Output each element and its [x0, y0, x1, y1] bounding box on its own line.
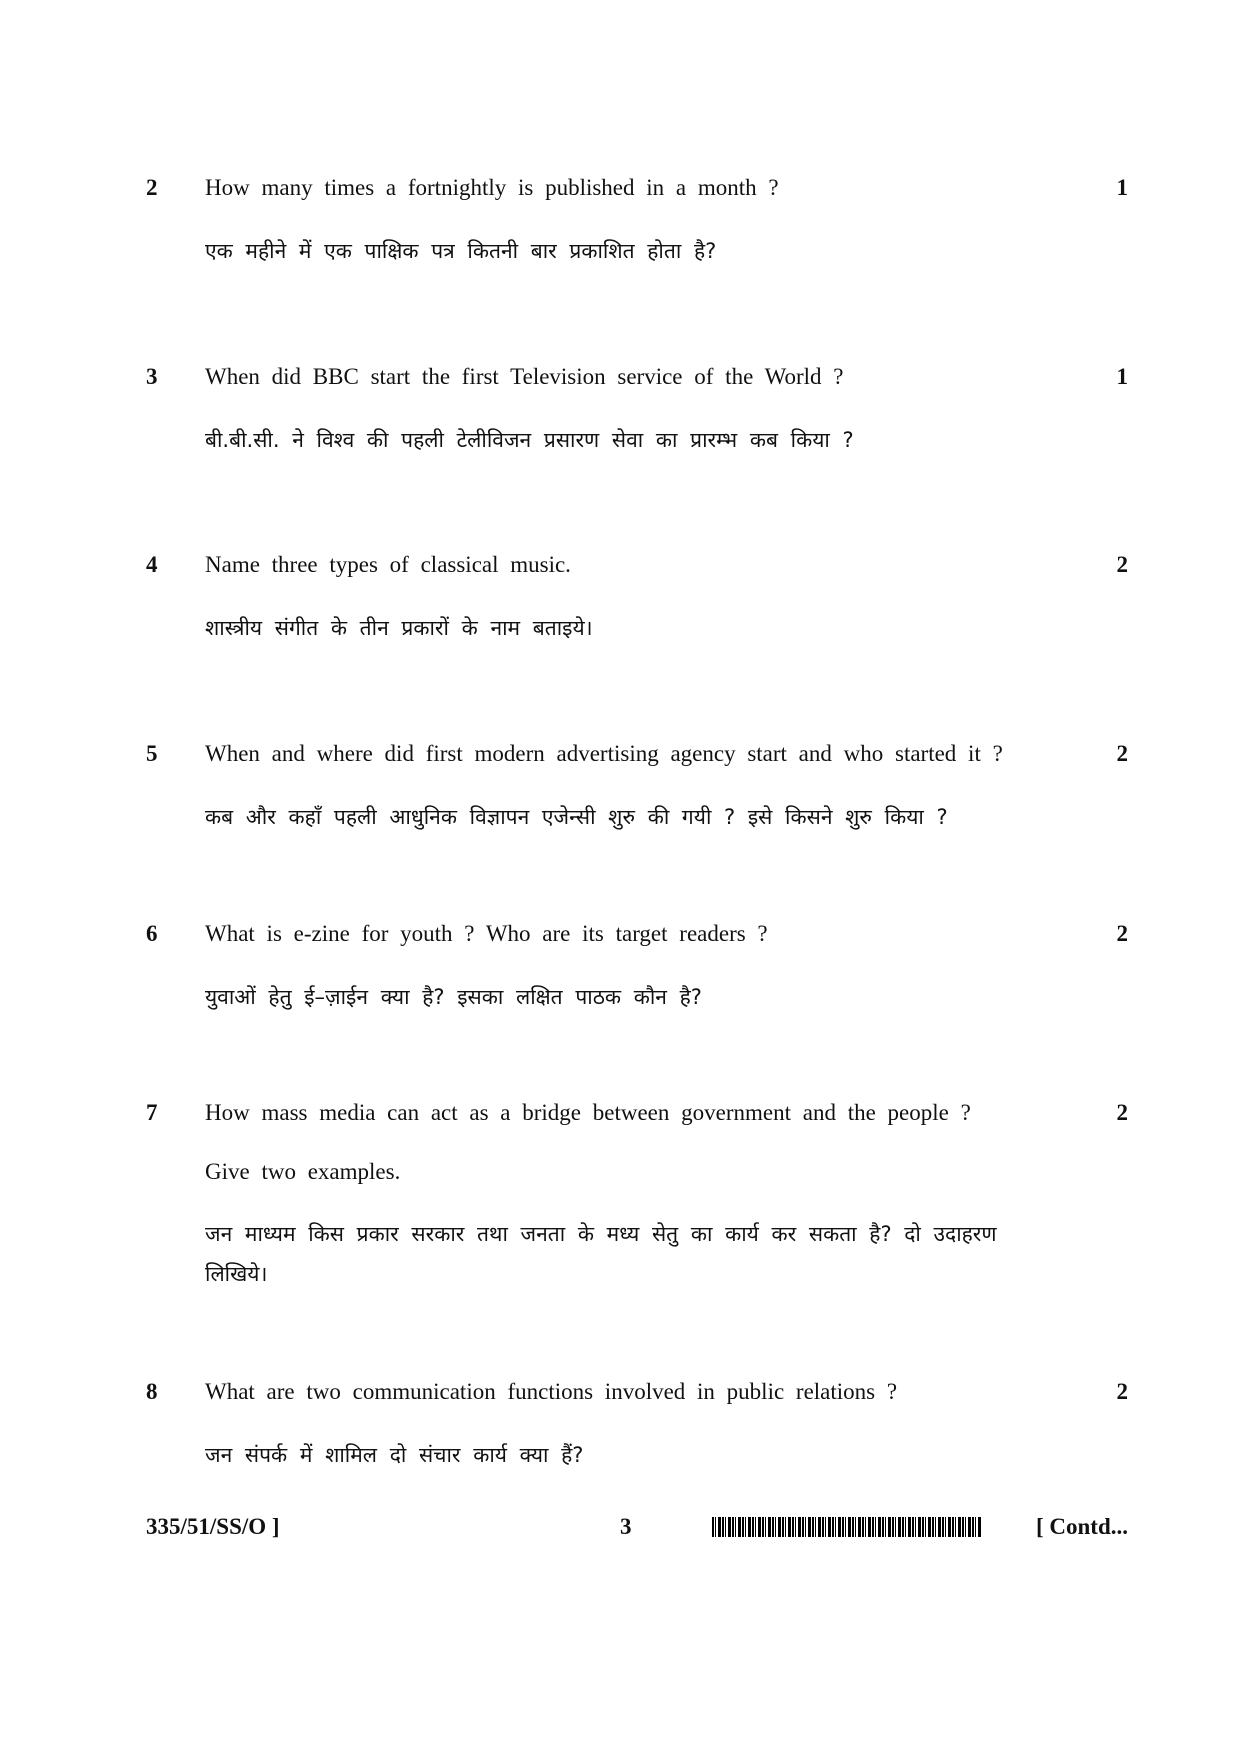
question-number: 3	[146, 364, 158, 389]
question-text-hindi: जन संपर्क में शामिल दो संचार कार्य क्या हैं?	[205, 1443, 584, 1467]
question-text-english: When did BBC start the first Television service of the World ?	[205, 364, 844, 389]
paper-code: 335/51/SS/O ]	[146, 1514, 280, 1539]
question-number: 4	[146, 552, 158, 577]
question-marks: 1	[1116, 175, 1128, 200]
question-marks: 2	[1116, 741, 1128, 766]
question-text-english-continued: Give two examples.	[205, 1159, 401, 1184]
question-text-english: When and where did first modern advertising agency start and who started it ?	[205, 741, 1003, 766]
question-number: 6	[146, 921, 158, 946]
question-number: 7	[146, 1100, 158, 1125]
question-marks: 2	[1116, 1100, 1128, 1125]
question-text-hindi-continued: लिखिये।	[205, 1262, 268, 1286]
page-number: 3	[620, 1514, 632, 1539]
question-text-english: What are two communication functions involved in public relations ?	[205, 1379, 898, 1404]
question-text-english: How mass media can act as a bridge between government and the people ?	[205, 1100, 971, 1125]
question-text-hindi: कब और कहाँ पहली आधुनिक विज्ञापन एजेन्सी शुरु की गयी ? इसे किसने शुरु किया ?	[205, 805, 948, 829]
question-text-hindi: शास्त्रीय संगीत के तीन प्रकारों के नाम बताइये।	[205, 616, 593, 640]
question-marks: 2	[1116, 552, 1128, 577]
question-text-english: Name three types of classical music.	[205, 552, 571, 577]
question-text-hindi: एक महीने में एक पाक्षिक पत्र कितनी बार प्रकाशित होता है?	[205, 239, 717, 263]
question-text-hindi: युवाओं हेतु ई–ज़ाईन क्या है? इसका लक्षित पाठक कौन है?	[205, 985, 702, 1009]
question-text-hindi: जन माध्यम किस प्रकार सरकार तथा जनता के मध्य सेतु का कार्य कर सकता है? दो उदाहरण	[205, 1222, 997, 1246]
question-number: 2	[146, 175, 158, 200]
question-text-hindi: बी.बी.सी. ने विश्व की पहली टेलीविजन प्रसारण सेवा का प्रारम्भ कब किया ?	[205, 428, 854, 452]
question-number: 8	[146, 1379, 158, 1404]
question-text-english: How many times a fortnightly is published in a month ?	[205, 175, 779, 200]
barcode-icon	[712, 1517, 982, 1537]
continued-label: [ Contd...	[1035, 1514, 1128, 1539]
question-marks: 1	[1116, 364, 1128, 389]
question-marks: 2	[1116, 921, 1128, 946]
question-marks: 2	[1116, 1379, 1128, 1404]
question-number: 5	[146, 741, 158, 766]
question-text-english: What is e-zine for youth ? Who are its target readers ?	[205, 921, 768, 946]
